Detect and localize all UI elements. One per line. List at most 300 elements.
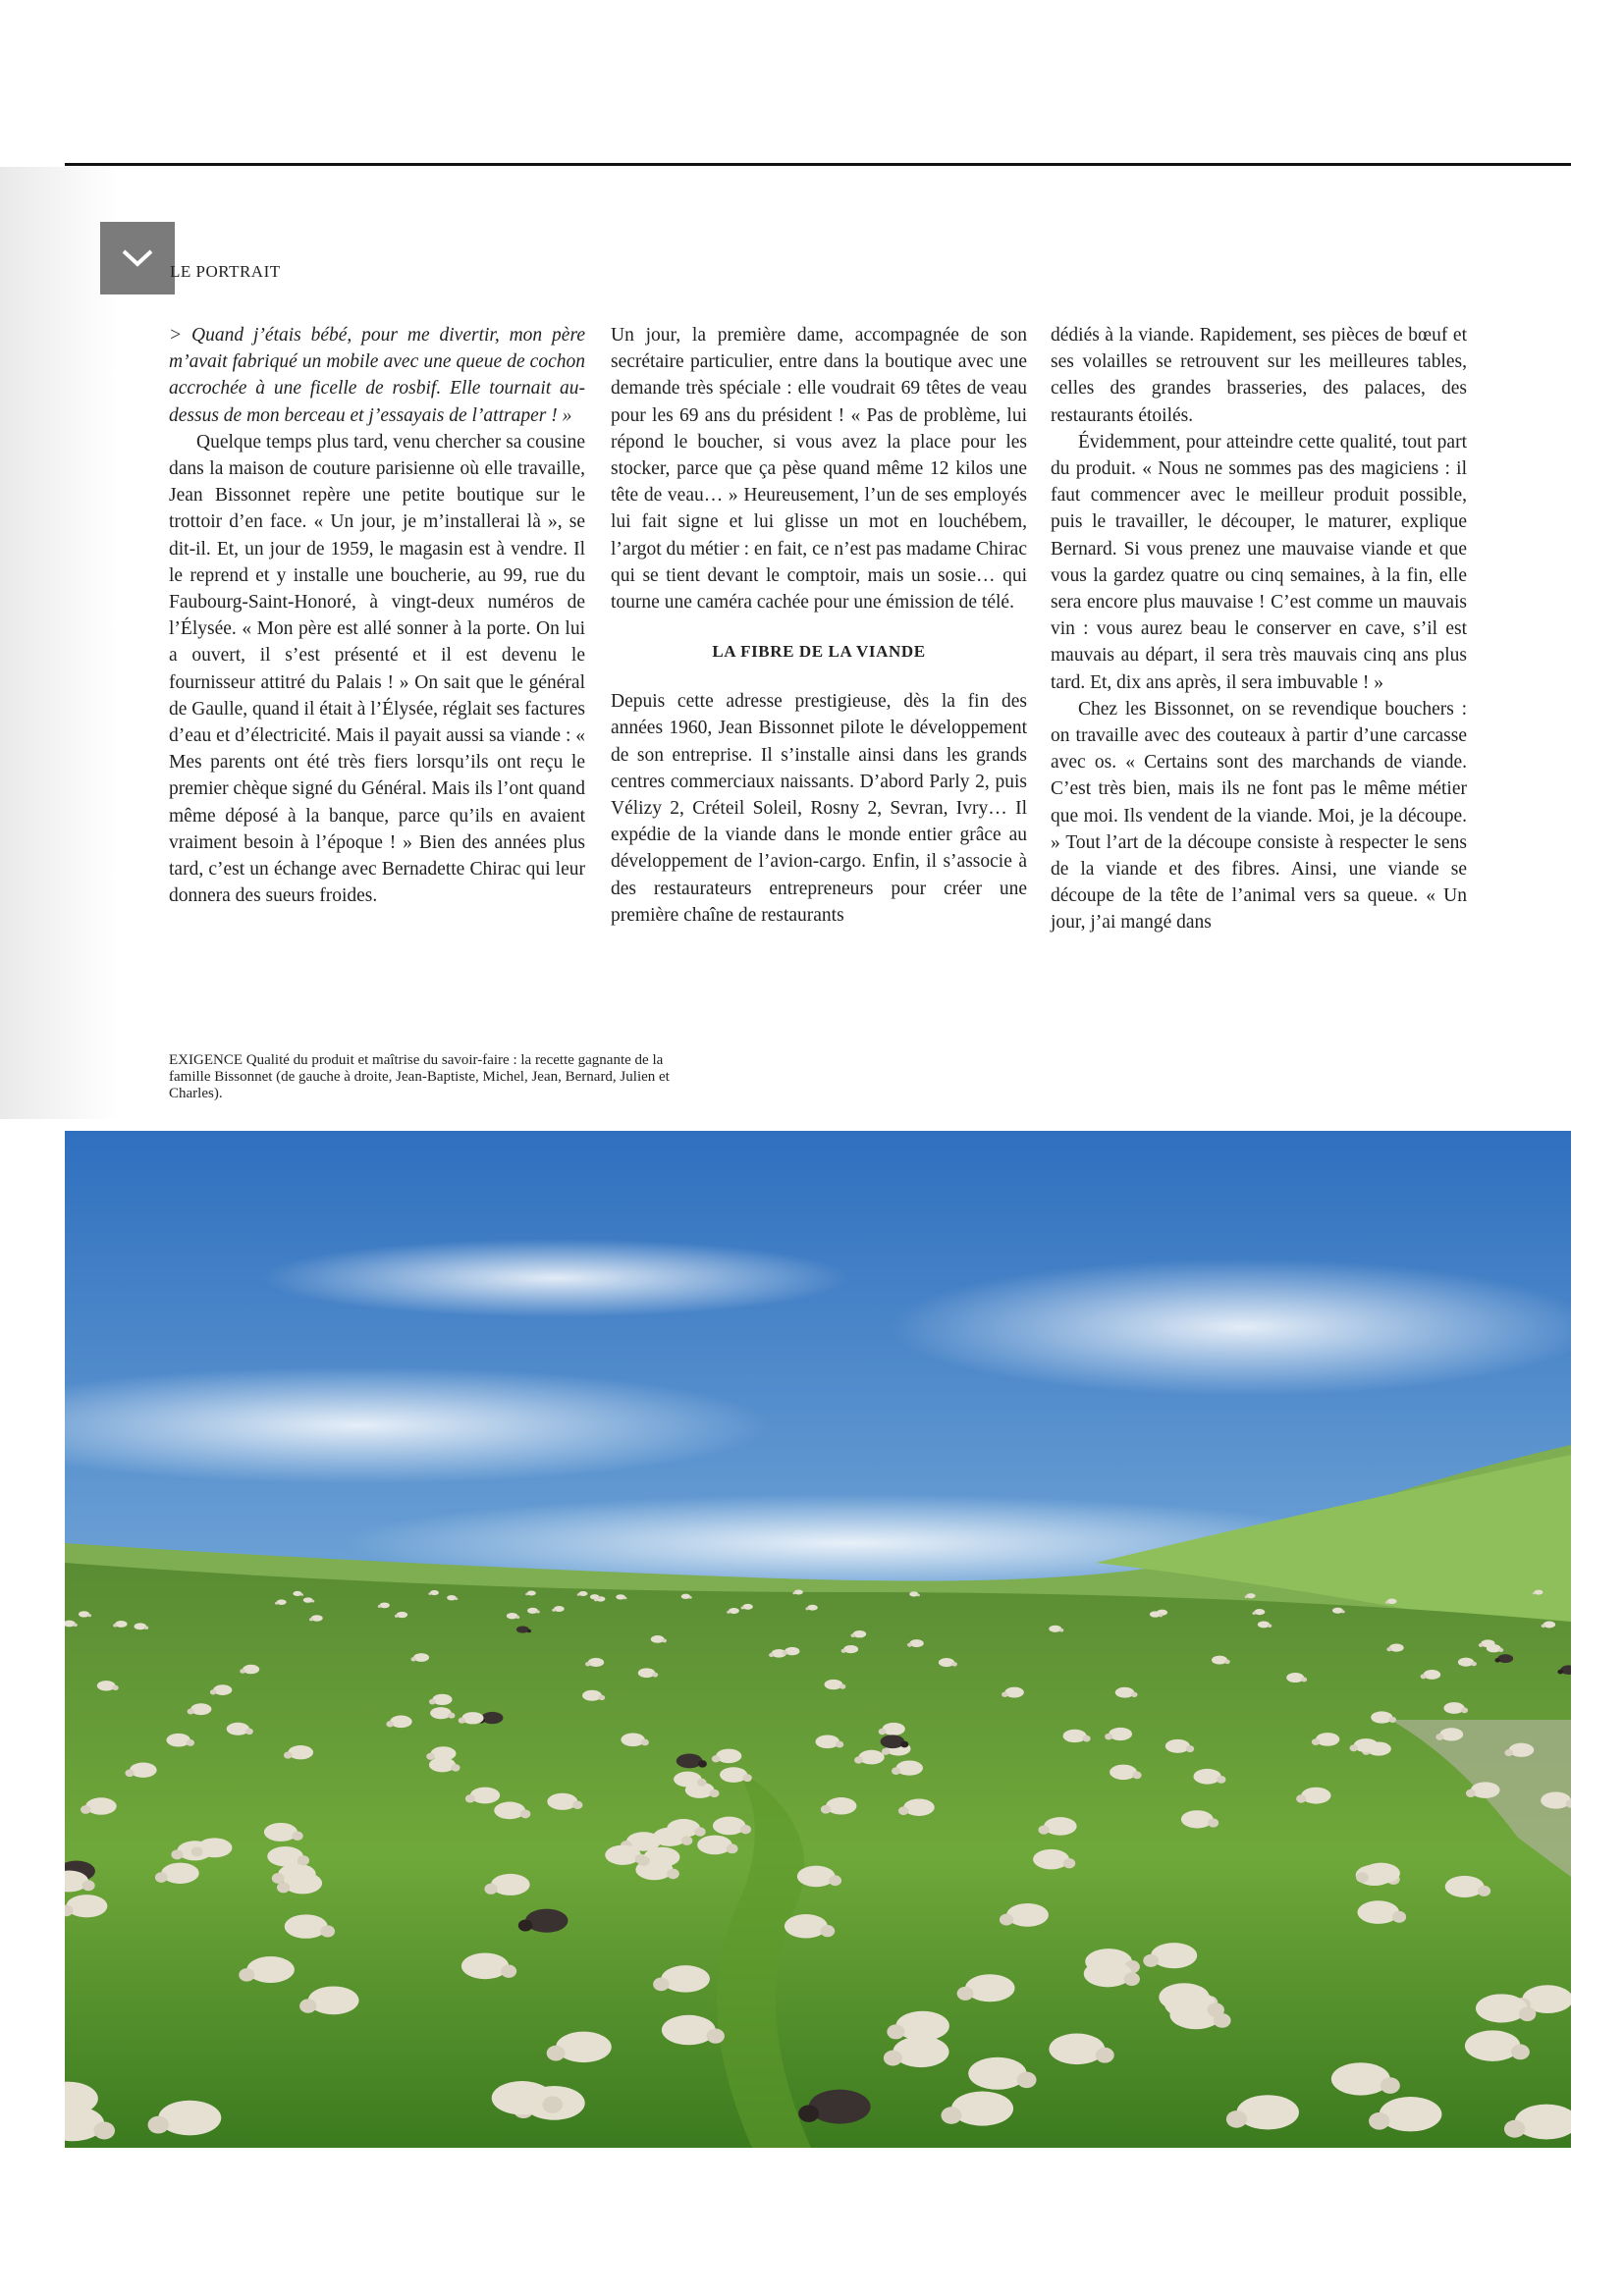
sheep-head bbox=[957, 1987, 974, 2001]
sheep-head bbox=[1511, 2045, 1530, 2060]
sheep bbox=[264, 1823, 298, 1842]
sheep-head bbox=[1296, 1794, 1306, 1802]
sheep-head bbox=[854, 1756, 863, 1763]
sheep-head bbox=[552, 1609, 556, 1612]
sheep-head bbox=[1369, 2112, 1389, 2130]
sheep bbox=[166, 1734, 190, 1747]
sheep-head bbox=[1533, 1592, 1536, 1595]
sheep bbox=[413, 1653, 429, 1662]
sheep bbox=[379, 1602, 389, 1608]
sheep-head bbox=[210, 1689, 216, 1694]
sheep-head bbox=[1208, 2002, 1224, 2016]
sheep-head bbox=[667, 1869, 679, 1880]
sheep-head bbox=[707, 2029, 725, 2044]
sheep bbox=[621, 1734, 644, 1747]
sheep-head bbox=[898, 1806, 909, 1815]
sheep-head bbox=[501, 1964, 516, 1977]
sheep bbox=[1151, 1943, 1197, 1968]
sheep bbox=[1471, 1782, 1500, 1798]
sheep bbox=[1497, 1654, 1513, 1663]
sheep bbox=[1481, 1639, 1494, 1647]
sheep-head bbox=[395, 1615, 399, 1618]
sheep-head bbox=[148, 2116, 169, 2134]
sheep-head bbox=[1186, 1745, 1194, 1752]
sheep bbox=[470, 1788, 500, 1804]
sheep bbox=[785, 1914, 828, 1938]
collapse-button[interactable] bbox=[100, 222, 175, 294]
sheep bbox=[1476, 1994, 1528, 2022]
sheep bbox=[1212, 1656, 1227, 1665]
sheep bbox=[661, 1965, 710, 1993]
sheep-head bbox=[1385, 1601, 1388, 1604]
sheep bbox=[893, 2036, 948, 2067]
sheep bbox=[858, 1750, 884, 1765]
sheep-head bbox=[821, 1925, 836, 1937]
sheep bbox=[644, 1847, 680, 1867]
sheep bbox=[161, 1863, 198, 1884]
sheep bbox=[267, 1846, 303, 1866]
sheep bbox=[578, 1591, 587, 1596]
sheep bbox=[716, 1749, 741, 1764]
sheep-head bbox=[520, 1809, 531, 1818]
sheep bbox=[430, 1707, 452, 1719]
sheep-head bbox=[798, 2105, 819, 2121]
sheep-head bbox=[694, 1827, 705, 1836]
sheep-head bbox=[299, 1999, 316, 2012]
sheep bbox=[1004, 1687, 1023, 1698]
sheep-head bbox=[113, 1624, 117, 1627]
sheep-head bbox=[452, 1764, 460, 1772]
sheep-head bbox=[93, 2122, 115, 2140]
sheep bbox=[909, 1591, 918, 1596]
article-column-1 bbox=[169, 322, 585, 909]
sheep-head bbox=[829, 1875, 841, 1886]
sheep-head bbox=[298, 1855, 309, 1865]
sheep-head bbox=[191, 1846, 203, 1856]
sheep-head bbox=[884, 2051, 902, 2066]
sheep bbox=[492, 2081, 553, 2114]
sheep bbox=[1371, 1711, 1392, 1723]
photo-image bbox=[65, 1131, 1571, 2148]
sheep bbox=[1165, 1739, 1190, 1753]
sheep bbox=[1109, 1728, 1132, 1740]
sheep-head bbox=[1380, 2077, 1400, 2094]
sheep-head bbox=[821, 1805, 831, 1814]
sheep-head bbox=[917, 1594, 920, 1597]
sheep-head bbox=[484, 1884, 497, 1895]
caption-text: Qualité du produit et maîtrise du savoir-faire : la recette gagnante de la famille Bissonnet (de gauche à droite, Jean-Baptiste, Michel, Jean, Bernard, Julien et Charles). bbox=[169, 1052, 670, 1101]
sheep bbox=[1033, 1849, 1069, 1870]
sheep-head bbox=[448, 1713, 455, 1719]
sheep bbox=[909, 1639, 923, 1647]
sheep-head bbox=[300, 1593, 303, 1596]
sheep-head bbox=[783, 1651, 787, 1655]
sheep bbox=[809, 2090, 871, 2124]
article-paragraph: Évidemment, pour atteindre cette qualité, tout part du produit. « Nous ne sommes pas des magiciens : il faut commencer avec le meilleur produit possible, puis le travailler, le découper, le maturer, explique Bernard. Si vous prenez une mauvaise viande et que vous la gardez quatre ou cinq semaines, à la fin, elle sera encore plus mauvaise ! C’est comme un mauvais vin : vous aurez beau le conserver en cave, s’il est mauvais au départ, il sera très mauvais cinq ans plus tard. Et, dix ans après, il sera imbuvable ! » bbox=[1051, 431, 1467, 693]
sheep-head bbox=[1466, 1789, 1476, 1797]
sheep-head bbox=[727, 1611, 731, 1614]
sheep-head bbox=[378, 1605, 381, 1608]
sheep bbox=[547, 1793, 577, 1810]
sheep-head bbox=[851, 1633, 855, 1637]
sheep-head bbox=[740, 1825, 751, 1834]
sheep bbox=[807, 1605, 818, 1611]
sheep-head bbox=[1039, 1825, 1050, 1834]
sheep bbox=[66, 1895, 107, 1917]
sheep bbox=[662, 2015, 716, 2045]
sheep bbox=[1049, 1626, 1061, 1632]
sheep bbox=[1246, 1593, 1255, 1598]
sheep-head bbox=[1096, 2048, 1114, 2063]
sheep-head bbox=[292, 1831, 302, 1840]
sheep-head bbox=[1208, 1818, 1218, 1827]
sheep-head bbox=[879, 1729, 887, 1735]
sheep bbox=[79, 1611, 89, 1617]
sheep-head bbox=[572, 1800, 582, 1809]
sheep bbox=[1193, 1769, 1220, 1785]
sheep bbox=[677, 1754, 703, 1769]
sheep bbox=[1164, 1990, 1216, 2018]
sheep-head bbox=[1268, 1625, 1272, 1628]
sheep bbox=[895, 2011, 948, 2041]
sheep-head bbox=[585, 1662, 590, 1667]
sheep-head bbox=[741, 1607, 745, 1610]
sheep bbox=[1044, 1817, 1077, 1836]
sheep-head bbox=[411, 1657, 416, 1661]
sheep-head bbox=[1105, 1734, 1112, 1740]
sheep bbox=[896, 1760, 923, 1775]
sheep bbox=[1362, 1863, 1399, 1884]
sheep bbox=[605, 1845, 641, 1865]
sheep bbox=[939, 1658, 954, 1667]
sheep bbox=[516, 1626, 529, 1632]
sheep-head bbox=[272, 1873, 285, 1884]
sheep bbox=[130, 1763, 157, 1778]
article-paragraph: dédiés à la viande. Rapidement, ses pièces de bœuf et ses volailles se retrouvent sur les meilleures tables, celles des grandes brasseries, des palaces, des restaurants étoilés. bbox=[1051, 325, 1467, 426]
sheep-head bbox=[1159, 1614, 1163, 1617]
sheep-head bbox=[429, 1699, 436, 1705]
sheep bbox=[1301, 1788, 1330, 1804]
sheep bbox=[1387, 1599, 1397, 1605]
sheep-head bbox=[1542, 1625, 1545, 1628]
sheep-head bbox=[311, 1600, 314, 1603]
sheep-head bbox=[951, 1662, 956, 1667]
sheep bbox=[554, 1606, 565, 1612]
sheep-head bbox=[74, 1624, 78, 1627]
sheep-head bbox=[792, 1592, 795, 1595]
sheep bbox=[494, 1802, 525, 1820]
sheep-head bbox=[1504, 2120, 1526, 2138]
sheep bbox=[697, 1836, 731, 1855]
sheep bbox=[794, 1590, 803, 1595]
sheep bbox=[797, 1866, 836, 1888]
sheep-head bbox=[275, 1602, 278, 1605]
sheep bbox=[1439, 1728, 1463, 1740]
sheep bbox=[1509, 1743, 1535, 1757]
sheep bbox=[1006, 1903, 1049, 1927]
sheep bbox=[883, 1723, 905, 1735]
sheep-head bbox=[547, 2046, 566, 2061]
sheep-head bbox=[1143, 1954, 1159, 1967]
sheep-head bbox=[1001, 1692, 1007, 1697]
sheep bbox=[1465, 2030, 1521, 2060]
sheep bbox=[115, 1621, 127, 1628]
sheep bbox=[1445, 1876, 1485, 1897]
sheep bbox=[1331, 2062, 1390, 2095]
sheep bbox=[1332, 1608, 1343, 1614]
sheep bbox=[843, 1645, 858, 1653]
sheep bbox=[965, 1974, 1014, 2002]
sheep-head bbox=[536, 1611, 540, 1614]
sheep bbox=[1049, 2034, 1105, 2065]
sheep-head bbox=[1479, 1643, 1484, 1647]
sheep bbox=[825, 1680, 843, 1689]
sheep bbox=[288, 1745, 313, 1759]
sheep-head bbox=[309, 1618, 313, 1621]
sheep bbox=[785, 1647, 799, 1655]
sheep-head bbox=[144, 1626, 148, 1629]
article-paragraph: Depuis cette adresse prestigieuse, dès la fin des années 1960, Jean Bissonnet pilote le développement de son entreprise. Il s’installe ainsi dans les grands centres commerciaux naissants. D’abord Parly 2, puis Vélizy 2, Créteil Soleil, Rosny 2, Sevran, Ivry… Il expédie de la viande dans le monde entier grâce au développement de l’avion-cargo. Enfin, il s’associe à des restaurateurs entrepreneurs pour créer une première chaîne de restaurants bbox=[611, 691, 1027, 926]
sheep-head bbox=[518, 1919, 532, 1931]
sheep bbox=[588, 1658, 604, 1667]
sheep bbox=[1458, 1658, 1474, 1667]
sheep-head bbox=[681, 1836, 693, 1845]
sheep bbox=[1357, 1900, 1399, 1924]
sheep-head bbox=[187, 1739, 194, 1746]
sheep bbox=[135, 1623, 147, 1629]
sheep-head bbox=[112, 1685, 118, 1690]
sheep-head bbox=[1386, 1647, 1391, 1651]
sheep bbox=[651, 1635, 665, 1643]
sheep bbox=[638, 1668, 655, 1678]
sheep bbox=[1181, 1810, 1214, 1828]
sheep bbox=[1316, 1733, 1339, 1746]
sheep bbox=[507, 1613, 517, 1619]
sheep bbox=[243, 1665, 259, 1674]
sheep bbox=[1389, 1643, 1404, 1651]
sheep-head bbox=[1392, 1911, 1406, 1923]
article-paragraph: Un jour, la première dame, accompagnée de son secrétaire particulier, entre dans la boutique avec une demande très spéciale : elle voudrait 69 têtes de veau pour les 69 ans du président ! « Pas de problème, lui répond le boucher, si vous avez la place pour les stocker, parce que ça pèse quand même 12 kilos une tête de veau… » Heureusement, l’un de ses employés lui fait signe et lui glisse un mot en louchébem, l’argot du métier : en fait, ce n’est pas madame Chirac qui se tient devant le comptoir, mais un sosie… qui tourne une caméra cachée pour une émission de télé. bbox=[611, 325, 1027, 614]
sheep bbox=[556, 2032, 612, 2062]
sheep bbox=[308, 1986, 359, 2014]
sheep bbox=[951, 2092, 1013, 2126]
sheep-head bbox=[87, 1614, 91, 1617]
sheep-head bbox=[155, 1872, 168, 1883]
sheep-head bbox=[623, 1597, 626, 1600]
sheep bbox=[853, 1630, 866, 1637]
sheep-head bbox=[1017, 2072, 1037, 2089]
sheep-head bbox=[712, 1755, 721, 1762]
sheep bbox=[481, 1712, 503, 1724]
sheep bbox=[1424, 1670, 1441, 1680]
sheep bbox=[826, 1797, 856, 1814]
sheep-head bbox=[941, 2107, 961, 2124]
sheep-head bbox=[1217, 1776, 1225, 1784]
sheep-head bbox=[1471, 1662, 1476, 1667]
sheep bbox=[278, 1864, 316, 1885]
sheep-head bbox=[638, 1856, 650, 1866]
sheep bbox=[430, 1590, 439, 1595]
sheep bbox=[461, 1952, 509, 1979]
sheep-head bbox=[653, 1978, 670, 1992]
sheep-head bbox=[900, 1741, 908, 1748]
sheep-head bbox=[1495, 1658, 1500, 1662]
article-column-3 bbox=[1051, 322, 1467, 936]
sheep bbox=[158, 2101, 221, 2136]
sheep-head bbox=[239, 1968, 254, 1981]
sheep-head bbox=[839, 1684, 845, 1689]
sheep-head bbox=[426, 1753, 435, 1760]
sheep-head bbox=[1252, 1612, 1256, 1615]
sheep-head bbox=[769, 1653, 774, 1657]
sheep-head bbox=[641, 1739, 649, 1746]
sheep-head bbox=[652, 1673, 658, 1678]
chevron-down-icon bbox=[120, 247, 155, 269]
sheep bbox=[720, 1767, 747, 1783]
sheep bbox=[525, 1909, 568, 1933]
sheep-head bbox=[689, 1596, 692, 1599]
sheep-head bbox=[515, 1616, 519, 1619]
sheep-head bbox=[1063, 1858, 1075, 1868]
sheep-head bbox=[1421, 1674, 1427, 1679]
sheep-head bbox=[320, 1925, 335, 1937]
sheep-head bbox=[1131, 1692, 1138, 1697]
sheep-head bbox=[240, 1669, 245, 1674]
sheep bbox=[461, 1712, 483, 1724]
sheep-head bbox=[1083, 1735, 1091, 1742]
sheep-head bbox=[1224, 1660, 1229, 1664]
section-label: LE PORTRAIT bbox=[170, 262, 281, 281]
sheep bbox=[582, 1690, 602, 1701]
sheep-head bbox=[907, 1643, 912, 1647]
sheep bbox=[1286, 1673, 1304, 1682]
sheep bbox=[1115, 1687, 1135, 1698]
article-paragraph: Quelque temps plus tard, venu chercher sa cousine dans la maison de couture parisienne où elle travaille, Jean Bissonnet repère une petite boutique sur le trottoir d’en face. « Un jour, je m’installerai là », se dit-il. Et, un jour de 1959, le magasin est à vendre. Il le reprend et y installe une boucherie, au 99, rue du Faubourg-Saint-Honoré, à vingt-deux numéros de l’Élysée. « Mon père est allé sonner à la porte. On lui a ouvert, il s’est présenté et il est devenu le fournisseur attitré du Palais ! » On sait que le général de Gaulle, quand il était à l’Élysée, réglait ses factures d’eau et d’électricité. Mais il payait aussi sa viande : « Mes parents ont été très fiers lorsqu’ils ont reçu le premier chèque signé du Général. Mais ils l’ont quand même déposé à la banque, parce qu’ils en avaient vraiment besoin à l’époque ! » Bien des années plus tard, c’est un échange avec Bernadette Chirac qui leur donnera des sueurs froides. bbox=[169, 431, 586, 907]
sheep bbox=[197, 1838, 233, 1857]
sheep-flock-photo bbox=[65, 1131, 1571, 2148]
sheep-head bbox=[125, 1769, 134, 1777]
sheep bbox=[681, 1594, 690, 1599]
sheep-head bbox=[465, 1794, 475, 1802]
sheep-head bbox=[1557, 1670, 1563, 1675]
sheep bbox=[1150, 1611, 1161, 1617]
sheep-head bbox=[598, 1597, 601, 1600]
sheep-head bbox=[599, 1695, 606, 1701]
sheep bbox=[491, 1874, 530, 1896]
sheep-head bbox=[459, 1718, 465, 1724]
sheep bbox=[713, 1817, 745, 1836]
sheep bbox=[1236, 2095, 1298, 2129]
sheep-head bbox=[386, 1721, 394, 1727]
sheep-head bbox=[171, 1849, 183, 1859]
sheep bbox=[1541, 1792, 1571, 1809]
header-rule bbox=[65, 163, 1571, 166]
sheep bbox=[1254, 1609, 1265, 1615]
sheep-head bbox=[1124, 1972, 1140, 1986]
sheep-head bbox=[81, 1805, 90, 1814]
sheep bbox=[674, 1772, 702, 1788]
sheep bbox=[815, 1735, 839, 1748]
sheep-head bbox=[1301, 1678, 1307, 1682]
sheep-head bbox=[698, 1760, 707, 1767]
sheep-head bbox=[1245, 1595, 1248, 1598]
sheep bbox=[1110, 1765, 1137, 1780]
sheep bbox=[397, 1612, 407, 1618]
sheep bbox=[968, 2057, 1026, 2090]
sheep bbox=[1534, 1590, 1543, 1595]
sheep-head bbox=[525, 1593, 528, 1596]
sheep-head bbox=[1350, 1744, 1358, 1751]
sheep-head bbox=[1312, 1738, 1320, 1745]
sheep-head bbox=[1504, 1749, 1513, 1756]
article-paragraph: Chez les Bissonnet, on se revendique bouchers : on travaille avec des couteaux à partir d’une carcasse avec os. « Certains sont des marchands de viande. C’est très bien, mais ils ne font pas le même métier que moi. Ils vendent de la viande. Moi, je la découpe. » Tout l’art de la découpe consiste à respecter le sens de la viande et des fibres. Ainsi, une viande se découpe de la tête de l’animal vers sa queue. « Un jour, j’ai mangé dans bbox=[1051, 698, 1467, 934]
sheep-head bbox=[697, 1779, 707, 1787]
section-subheading: LA FIBRE DE LA VIANDE bbox=[712, 642, 926, 662]
sheep bbox=[190, 1703, 211, 1715]
sheep-head bbox=[1461, 1707, 1468, 1713]
sheep bbox=[1380, 2097, 1442, 2131]
sheep bbox=[432, 1694, 452, 1705]
sheep-head bbox=[284, 1751, 293, 1758]
sheep bbox=[85, 1797, 116, 1814]
sheep-head bbox=[887, 2024, 904, 2039]
sheep-head bbox=[1478, 1886, 1490, 1896]
sheep-head bbox=[455, 1597, 458, 1600]
sheep bbox=[881, 1735, 905, 1748]
sheep bbox=[1543, 1622, 1555, 1629]
sheep bbox=[293, 1591, 301, 1596]
sheep-head bbox=[1132, 1772, 1141, 1780]
sheep bbox=[390, 1716, 412, 1729]
sheep bbox=[213, 1684, 232, 1695]
sheep bbox=[1063, 1730, 1087, 1742]
sheep bbox=[277, 1599, 287, 1605]
sheep-head bbox=[841, 1649, 846, 1653]
article-column-2 bbox=[611, 322, 1027, 929]
sheep bbox=[97, 1681, 116, 1690]
page-gutter-shade bbox=[0, 167, 118, 1119]
sheep-head bbox=[277, 1882, 290, 1893]
sheep bbox=[303, 1597, 313, 1602]
sheep-head bbox=[428, 1592, 431, 1595]
sheep-head bbox=[1389, 1717, 1396, 1723]
sheep-head bbox=[1226, 2110, 1247, 2128]
sheep-head bbox=[836, 1741, 843, 1748]
sheep bbox=[742, 1604, 753, 1610]
article-paragraph: > Quand j’étais bébé, pour me divertir, mon père m’avait fabriqué un mobile avec une queue de cochon accrochée à une ficelle de rosbif. Elle tournait au-dessus de mon berceau et j’essayais de l’attraper ! » bbox=[169, 325, 585, 426]
photo-caption bbox=[169, 1052, 679, 1102]
sheep-head bbox=[1519, 2006, 1537, 2021]
sheep bbox=[616, 1594, 625, 1599]
sheep-head bbox=[188, 1709, 194, 1715]
sheep-head bbox=[542, 2097, 563, 2113]
sheep-head bbox=[1435, 1734, 1443, 1740]
sheep bbox=[1258, 1621, 1270, 1628]
sheep-head bbox=[1059, 1629, 1063, 1632]
sheep-head bbox=[805, 1607, 809, 1610]
sheep bbox=[311, 1615, 323, 1622]
sheep-head bbox=[245, 1729, 253, 1735]
sheep bbox=[246, 1956, 295, 1983]
sheep-head bbox=[710, 1789, 720, 1797]
sheep-head bbox=[742, 1774, 751, 1782]
sheep bbox=[285, 1914, 328, 1938]
sheep-head bbox=[1356, 1872, 1369, 1883]
sheep bbox=[903, 1798, 935, 1816]
sheep bbox=[227, 1723, 249, 1735]
sheep bbox=[1443, 1702, 1464, 1714]
sheep-head bbox=[727, 1843, 738, 1853]
